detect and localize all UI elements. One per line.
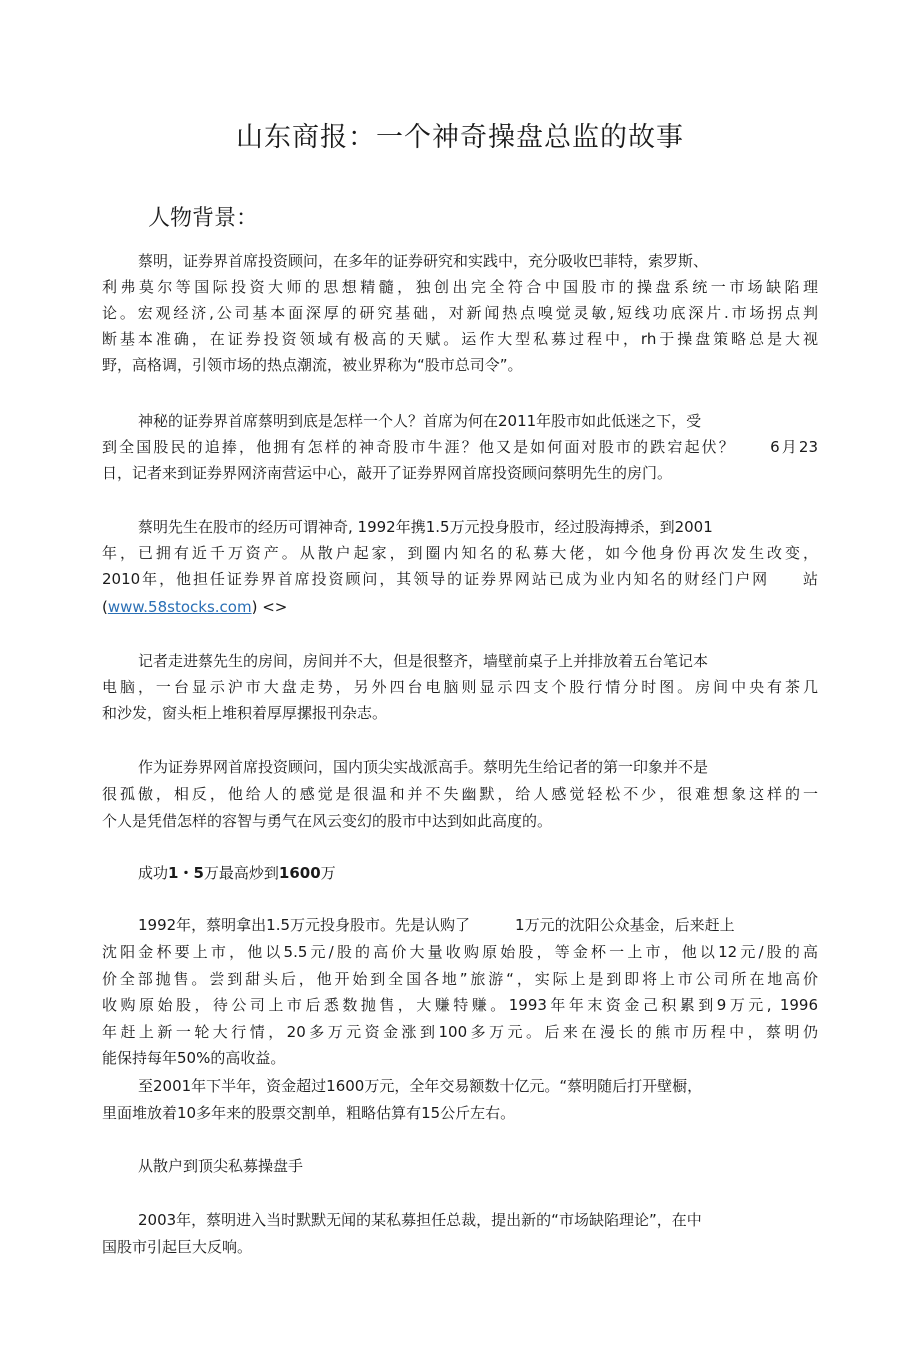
paragraph-line: 到全国股民的追捧，他拥有怎样的神奇股市牛涯？他又是如何面对股市的跌宕起伏？ 6月23: [102, 438, 818, 456]
paragraph-line: 论。宏观经济,公司基本面深厚的研究基础，对新闻热点嗅觉灵敏,短线功底深片.市场拐点判: [102, 304, 818, 322]
paragraph-line: 价全部抛售。尝到甜头后，他开始到全国各地”旅游“，实际上是到即将上市公司所在地高价: [102, 970, 818, 988]
paragraph-line: 和沙发，窗头柜上堆积着厚厚摞报刊杂志。: [102, 704, 388, 722]
link-suffix: ) <>: [251, 598, 288, 616]
paragraph-line: 1992年，蔡明拿出1.5万元投身股市。先是认购了 1万元的沈阳公众基金，后来赶上: [138, 916, 735, 934]
paragraph-line: 野，高格调，引领市场的热点潮流，被业界称为“股市总司令”。: [102, 356, 523, 374]
paragraph-line: 国股市引起巨大反响。: [102, 1238, 253, 1256]
paragraph-line-link: [102, 594, 818, 620]
paragraph-line: 个人是凭借怎样的容智与勇气在风云变幻的股市中达到如此高度的。: [102, 812, 553, 830]
subheading-retail-to-fund: 从散户到顶尖私募操盘手: [138, 1157, 304, 1175]
paragraph-line: 能保持每年50%的高收益。: [102, 1049, 286, 1067]
paragraph-line: 2003年，蔡明进入当时默默无闻的某私募担任总裁，提出新的“市场缺陷理论”，在中: [138, 1211, 702, 1229]
paragraph-line: 利弗莫尔等国际投资大师的思想精髓，独创出完全符合中国股市的操盘系统一市场缺陷理: [102, 278, 818, 296]
paragraph-line: 很孤傲，相反，他给人的感觉是很温和并不失幽默，给人感觉轻松不少，很难想象这样的一: [102, 785, 818, 803]
paragraph-line: 年，已拥有近千万资产。从散户起家，到圈内知名的私募大佬，如今他身份再次发生改变，: [102, 544, 818, 562]
paragraph-line: 作为证券界网首席投资顾问，国内顶尖实战派高手。蔡明先生给记者的第一印象并不是: [138, 758, 709, 776]
section-heading-background: 人物背景：: [148, 206, 259, 231]
paragraph-line: 收购原始股，待公司上市后悉数抛售，大赚特赚。1993年年末资金己积累到9万元, 1996: [102, 996, 818, 1014]
paragraph-line: 电脑，一台显示沪市大盘走势，另外四台电脑则显示四支个股行情分时图。房间中央有茶几: [102, 678, 818, 696]
paragraph-line: 沈阳金杯要上市，他以5.5元/股的高价大量收购原始股，等金杯一上市，他以12元/股的高: [102, 943, 818, 961]
subheading-success: 成功1・5万最高炒到1600万: [138, 864, 336, 882]
paragraph-line: 年赶上新一轮大行情，20多万元资金涨到100多万元。后来在漫长的熊市历程中，蔡明仍: [102, 1023, 818, 1041]
paragraph-line: 至2001年下半年，资金超过1600万元，全年交易额数十亿元。“蔡明随后打开壁橱，: [138, 1077, 703, 1095]
paragraph-line: 日，记者来到证券界网济南营运中心，敲开了证券界网首席投资顾问蔡明先生的房门。: [102, 464, 673, 482]
paragraph-line: 神秘的证券界首席蔡明到底是怎样一个人？首席为何在2011年股市如此低迷之下，受: [138, 412, 702, 430]
paragraph-line: 断基本准确，在证券投资领域有极高的天赋。运作大型私募过程中，rh于操盘策略总是大视: [102, 330, 818, 348]
paragraph-line: 里面堆放着10多年来的股票交割单，粗略估算有15公斤左右。: [102, 1104, 516, 1122]
paragraph-line: 蔡明先生在股市的经历可谓神奇, 1992年携1.5万元投身股市，经过股海搏杀，到2001: [138, 518, 713, 536]
paragraph-line: 2010年，他担任证券界首席投资顾问，其领导的证券界网站已成为业内知名的财经门户网 站: [102, 570, 818, 588]
paragraph-line: 蔡明，证券界首席投资顾问，在多年的证券研究和实践中，充分吸收巴菲特，索罗斯、: [138, 252, 709, 270]
page-title: 山东商报：一个神奇操盘总监的故事: [236, 122, 684, 153]
link-prefix: (: [102, 598, 108, 616]
website-link[interactable]: www.58stocks.com: [107, 598, 252, 616]
paragraph-line: 记者走进蔡先生的房间，房间并不大，但是很整齐，墙壁前桌子上并排放着五台笔记本: [138, 652, 709, 670]
